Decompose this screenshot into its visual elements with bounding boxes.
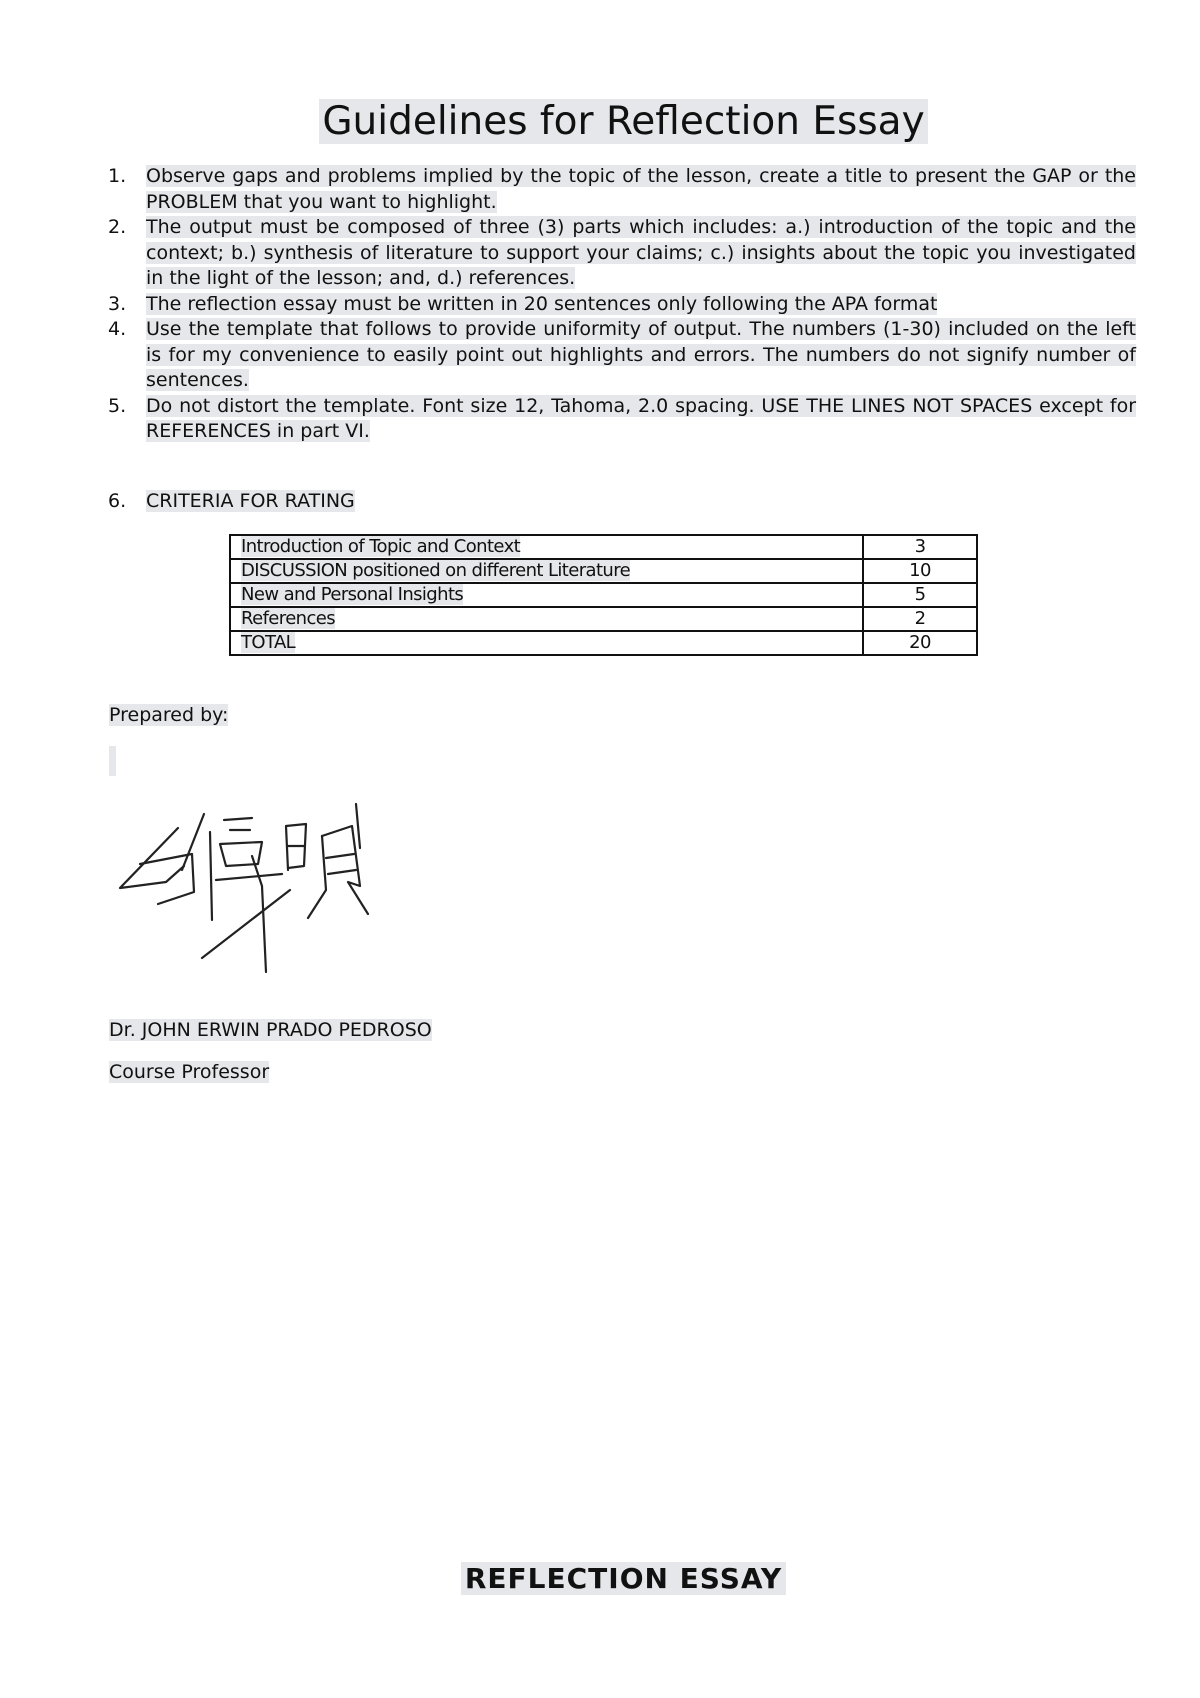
text-cursor-highlight	[109, 746, 116, 776]
criteria-heading: CRITERIA FOR RATING	[146, 489, 355, 512]
guideline-number: 6.	[108, 489, 127, 512]
document-title-text: Guidelines for Reflection Essay	[319, 99, 927, 144]
guideline-number: 2.	[108, 216, 127, 238]
guideline-text: Do not distort the template. Font size 12, Tahoma, 2.0 spacing. USE THE LINES NOT SPACES except for REFERENCES in part VI.	[146, 394, 1136, 442]
table-row-total	[230, 631, 977, 655]
table-row	[230, 607, 977, 631]
criterion-label: Introduction of Topic and Context	[241, 536, 521, 557]
criterion-cell	[230, 631, 863, 655]
points-cell: 2	[863, 607, 977, 631]
criterion-cell	[230, 559, 863, 583]
guideline-text: The output must be composed of three (3) parts which includes: a.) introduction of the topic and the context; b.) synthesis of literature to support your claims; c.) insights about the topic you investigated in the light of the lesson; and, d.) references.	[146, 216, 1136, 289]
table-row	[230, 583, 977, 607]
footer-heading	[0, 1559, 1200, 1599]
points-cell: 5	[863, 583, 977, 607]
guidelines-list	[108, 164, 1136, 514]
criterion-cell	[230, 535, 863, 559]
prepared-by-label	[109, 702, 228, 728]
criterion-label: DISCUSSION positioned on different Literature	[241, 560, 631, 581]
criterion-cell	[230, 607, 863, 631]
document-title	[0, 96, 1200, 148]
signer-role-text: Course Professor	[109, 1061, 270, 1083]
table-row	[230, 535, 977, 559]
points-cell: 10	[863, 559, 977, 583]
criterion-label: New and Personal Insights	[241, 584, 464, 605]
prepared-by-text: Prepared by:	[109, 704, 229, 726]
guideline-item	[108, 292, 1136, 318]
points-cell: 3	[863, 535, 977, 559]
guideline-number: 5.	[108, 394, 127, 417]
guideline-item	[108, 394, 1136, 445]
guideline-item	[108, 215, 1136, 292]
guideline-item-criteria	[108, 489, 1136, 515]
table-row	[230, 559, 977, 583]
criterion-label: References	[241, 608, 336, 629]
guideline-text: Use the template that follows to provide uniformity of output. The numbers (1-30) included on the left is for my convenience to easily point out highlights and errors. The numbers do not signify number of sentences.	[146, 318, 1136, 391]
signer-name-text: Dr. JOHN ERWIN PRADO PEDROSO	[109, 1019, 432, 1041]
guideline-item	[108, 317, 1136, 394]
footer-heading-text: REFLECTION ESSAY	[461, 1562, 786, 1595]
guideline-number: 4.	[108, 318, 127, 340]
guideline-number: 3.	[108, 292, 127, 315]
criteria-table	[229, 534, 978, 656]
criterion-label: TOTAL	[241, 632, 296, 653]
signer-role	[109, 1059, 269, 1085]
points-cell: 20	[863, 631, 977, 655]
signature-image	[112, 796, 422, 996]
guideline-text: Observe gaps and problems implied by the topic of the lesson, create a title to present the GAP or the PROBLEM that you want to highlight.	[146, 165, 1136, 213]
guideline-number: 1.	[108, 165, 127, 187]
signer-name	[109, 1017, 432, 1043]
guideline-text: The reflection essay must be written in 20 sentences only following the APA format	[146, 292, 938, 315]
guideline-item	[108, 164, 1136, 215]
criterion-cell	[230, 583, 863, 607]
